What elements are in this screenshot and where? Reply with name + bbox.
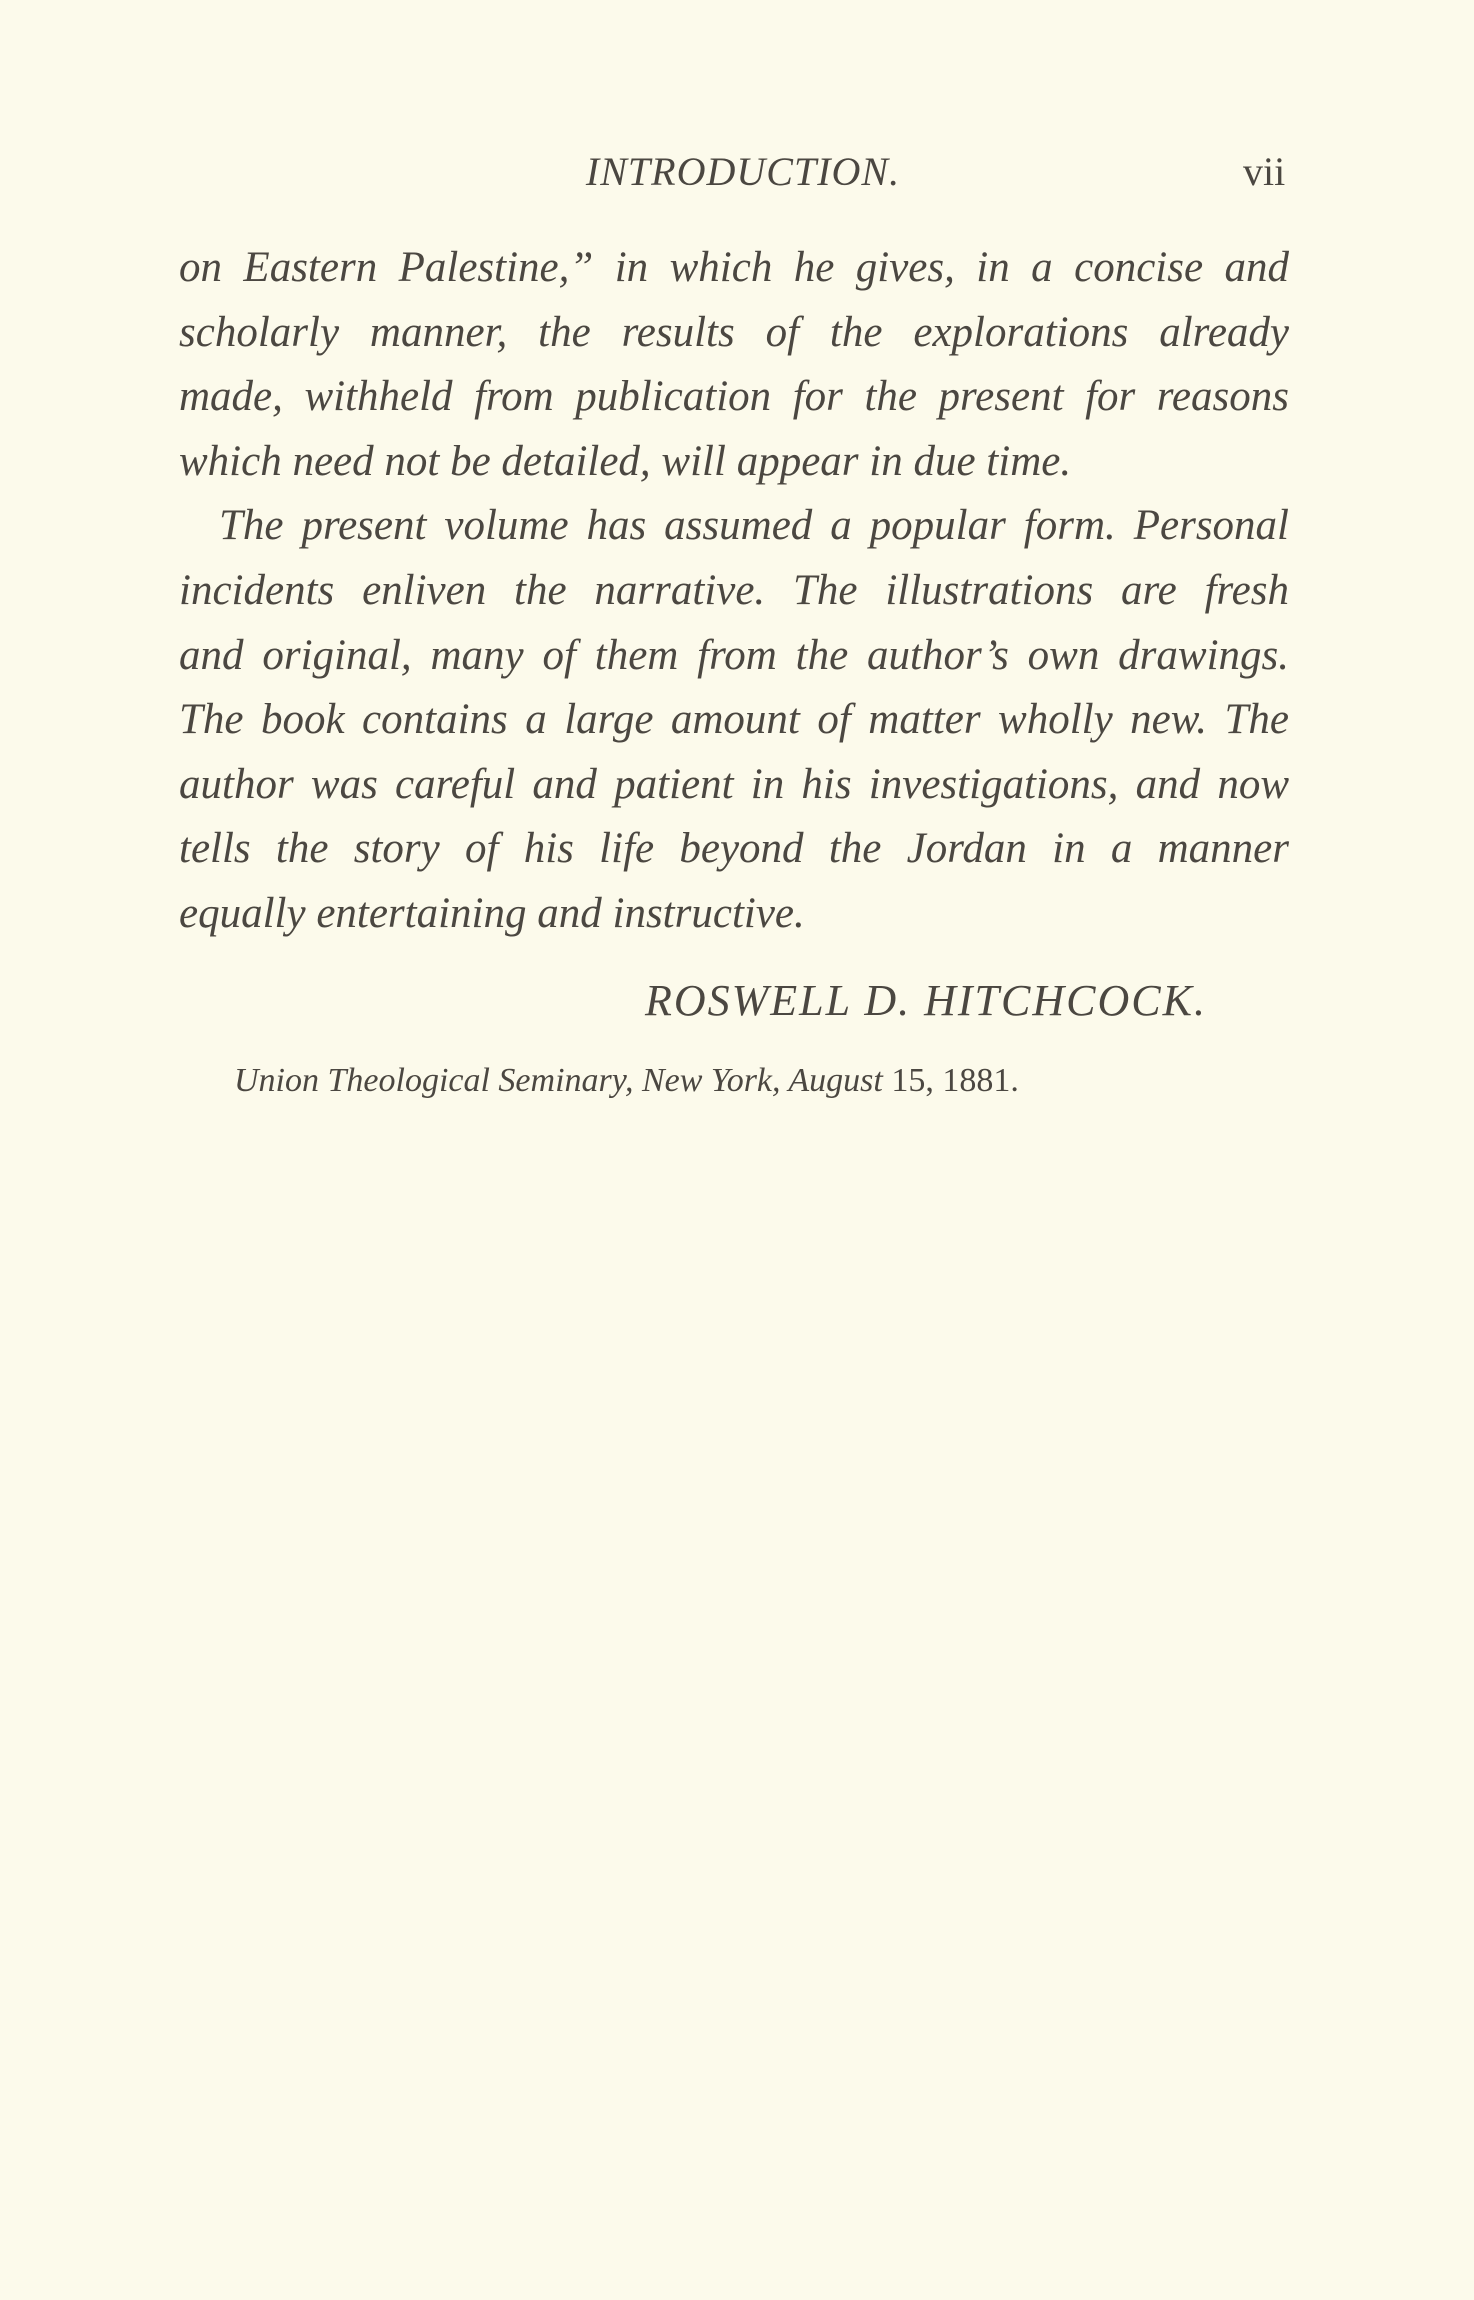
dateline-date: 15, 1881. [891, 1062, 1019, 1099]
body-text [179, 236, 1289, 947]
text-line: author was careful and patient in his investigations, and now [179, 760, 1289, 808]
text-line: incidents enliven the narrative. The illustrations are fresh [179, 566, 1289, 614]
text-line: tells the story of his life beyond the Jordan in a manner [179, 825, 1289, 873]
dateline [234, 1062, 1019, 1100]
text-line: made, withheld from publication for the present for reasons [179, 373, 1289, 421]
text-line: on Eastern Palestine,” in which he gives, in a concise and [179, 244, 1289, 291]
page-number: vii [1243, 149, 1286, 194]
text-line: The book contains a large amount of matter wholly new. The [179, 696, 1289, 744]
running-header [0, 148, 1474, 198]
text-line: and original, many of them from the author’s own drawings. [179, 631, 1289, 679]
text-line: scholarly manner, the results of the explorations already [179, 308, 1289, 356]
text-line: which need not be detailed, will appear in due time. [179, 437, 1072, 485]
signature: ROSWELL D. HITCHCOCK. [645, 976, 1207, 1025]
text-line: equally entertaining and instructive. [179, 889, 805, 937]
header-title: INTRODUCTION. [585, 149, 901, 194]
dateline-place: Union Theological Seminary, New York, August [234, 1062, 883, 1099]
text-line: The present volume has assumed a popular form. Personal [219, 502, 1289, 550]
